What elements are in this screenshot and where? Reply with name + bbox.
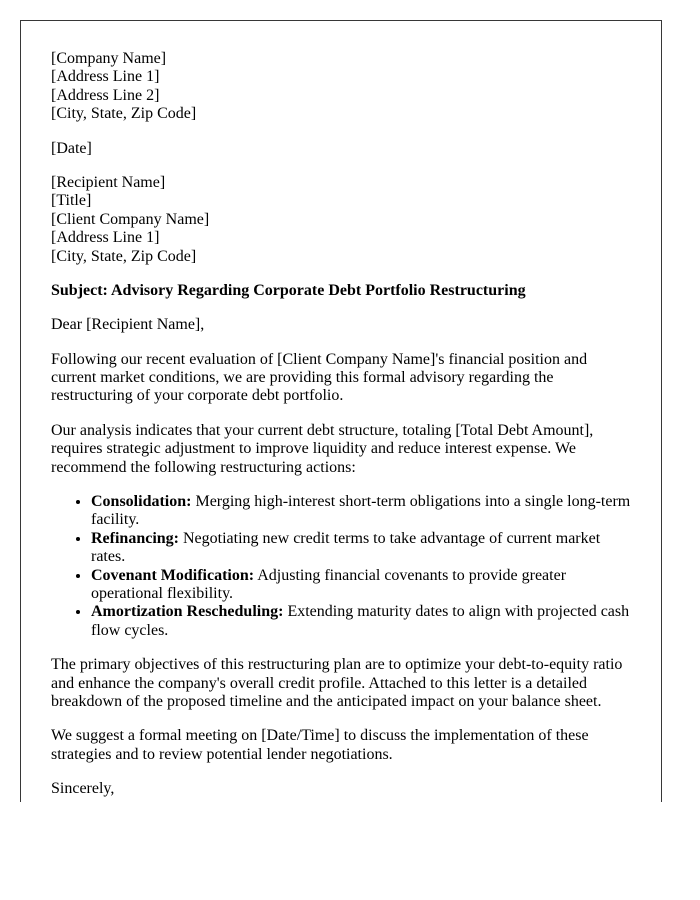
- body-paragraph-3: The primary objectives of this restructuring plan are to optimize your debt-to-equity ratio and enhance the company's overall credit profile. Attached to this letter is a detailed breakdown of the proposed timeline and the anticipated impact on your balance sheet.: [51, 656, 623, 710]
- recipient-city-state-zip-line: [City, State, Zip Code]: [51, 247, 197, 265]
- list-item-covenant-modification: [91, 567, 631, 604]
- list-item-amortization-rescheduling: [91, 603, 631, 640]
- recipient-title-line: [Title]: [51, 192, 92, 210]
- recipient-name-line: [Recipient Name]: [51, 173, 166, 191]
- letter-container: [20, 20, 662, 802]
- list-item-term: Covenant Modification:: [91, 566, 255, 584]
- signoff: Sincerely,: [51, 780, 115, 798]
- date-block: [51, 140, 631, 158]
- list-item-desc: Adjusting financial covenants to provide greater operational flexibility.: [91, 566, 567, 602]
- salutation: Dear [Recipient Name],: [51, 316, 205, 334]
- subject-line: Subject: Advisory Regarding Corporate Debt Portfolio Restructuring: [51, 281, 526, 299]
- list-item-desc: Extending maturity dates to align with projected cash flow cycles.: [91, 603, 630, 639]
- recipient-address-line-1: [Address Line 1]: [51, 229, 160, 247]
- sender-address-line-1: [Address Line 1]: [51, 68, 160, 86]
- recipient-address-block: [51, 174, 631, 266]
- list-item-term: Refinancing:: [91, 529, 179, 547]
- date-line: [Date]: [51, 139, 92, 157]
- body-paragraph-4: We suggest a formal meeting on [Date/Time] to discuss the implementation of these strategies and to review potential lender negotiations.: [51, 727, 589, 763]
- body-paragraph-1: Following our recent evaluation of [Client Company Name]'s financial position and current market conditions, we are providing this formal advisory regarding the restructuring of your corporate debt portfolio.: [51, 350, 588, 405]
- recipient-company-line: [Client Company Name]: [51, 210, 210, 228]
- list-item-consolidation: [91, 493, 631, 530]
- sender-city-state-zip-line: [City, State, Zip Code]: [51, 105, 197, 123]
- sender-address-block: [51, 50, 631, 124]
- sender-address-line-2: [Address Line 2]: [51, 86, 160, 104]
- list-item-desc: Merging high-interest short-term obligations into a single long-term facility.: [91, 493, 631, 529]
- list-item-term: Amortization Rescheduling:: [91, 603, 284, 621]
- sender-company-line: [Company Name]: [51, 50, 167, 67]
- list-item-term: Consolidation:: [91, 493, 192, 511]
- body-paragraph-2: Our analysis indicates that your current debt structure, totaling [Total Debt Amount], requires strategic adjustment to improve liquidity and reduce interest expense. We recommend the following restructuring actions:: [51, 421, 594, 476]
- restructuring-actions-list: [51, 493, 631, 640]
- list-item-desc: Negotiating new credit terms to take advantage of current market rates.: [91, 529, 601, 566]
- list-item-refinancing: [91, 530, 631, 567]
